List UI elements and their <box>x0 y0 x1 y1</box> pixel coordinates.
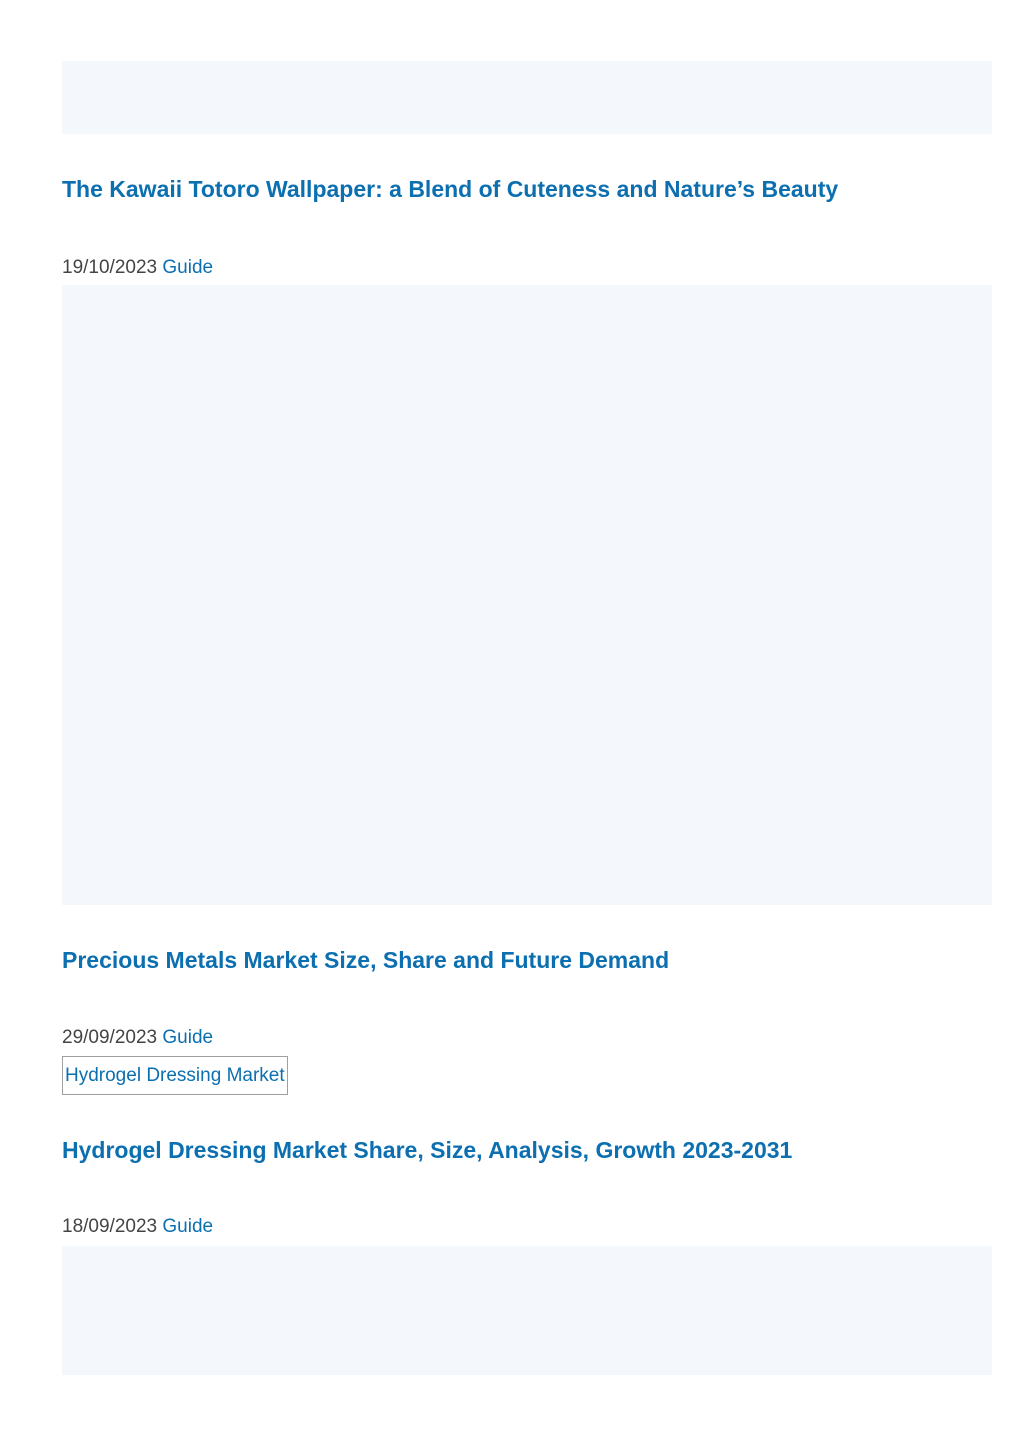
post-date: 18/09/2023 <box>62 1216 158 1237</box>
post-meta <box>62 1026 213 1050</box>
post-title-link[interactable]: Precious Metals Market Size, Share and Future Demand <box>62 947 670 973</box>
post-category-link[interactable]: Guide <box>162 1216 214 1237</box>
post-category-link[interactable]: Guide <box>162 1027 214 1048</box>
post-category-link[interactable]: Guide <box>162 257 214 278</box>
post-meta <box>62 1215 213 1239</box>
post-thumbnail-placeholder[interactable] <box>62 285 992 905</box>
post-title-link[interactable]: Hydrogel Dressing Market Share, Size, Analysis, Growth 2023-2031 <box>62 1137 793 1163</box>
post-date: 29/09/2023 <box>62 1027 158 1048</box>
broken-image-alt-text[interactable]: Hydrogel Dressing Market <box>62 1056 288 1095</box>
post-thumbnail-placeholder[interactable] <box>62 1246 992 1375</box>
post-meta <box>62 256 213 280</box>
post-date: 19/10/2023 <box>62 257 158 278</box>
post-title-link[interactable]: The Kawaii Totoro Wallpaper: a Blend of Cuteness and Nature’s Beauty <box>62 176 839 202</box>
post-thumbnail-placeholder[interactable] <box>62 61 992 134</box>
